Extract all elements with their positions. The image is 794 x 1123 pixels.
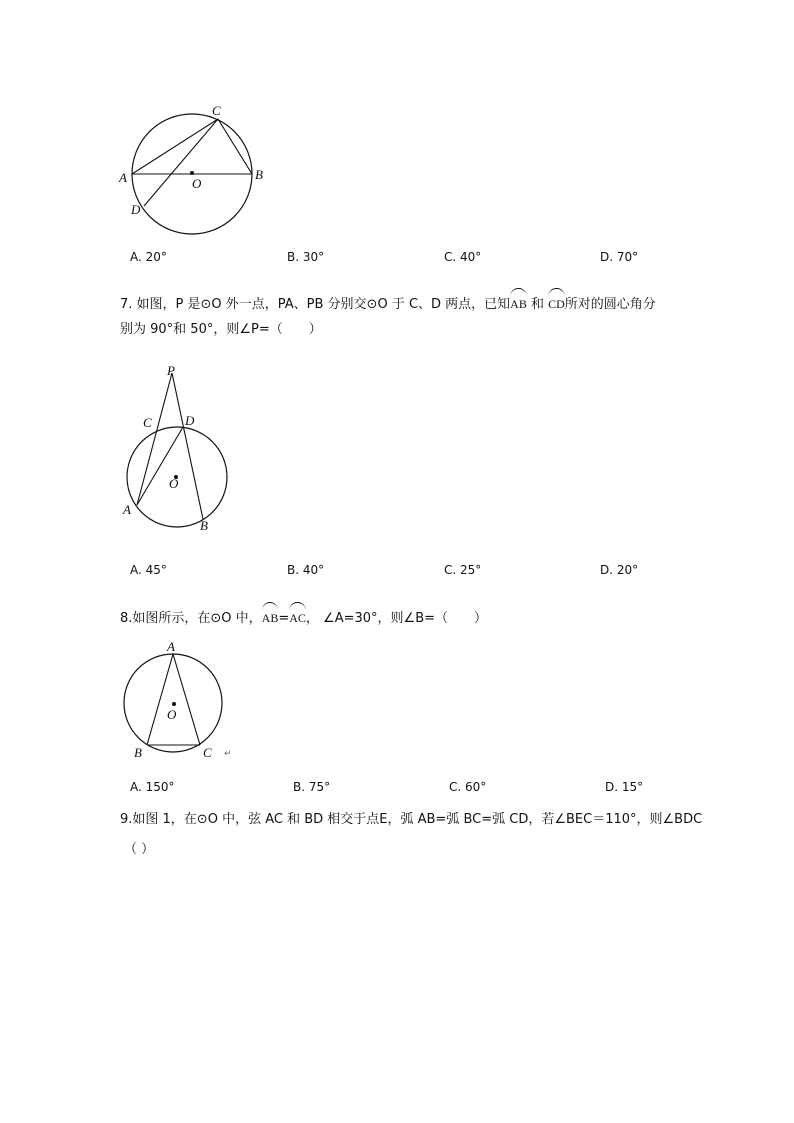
label-b: B	[255, 167, 263, 182]
segment-ac	[132, 119, 218, 174]
label-b: B	[134, 745, 142, 760]
label-b: B	[200, 518, 208, 533]
q7-text-line2: 别为 90°和 50°，则∠P=（ ）	[120, 322, 322, 337]
q8-text-eq: =	[278, 611, 290, 626]
q6-option-a: A. 20°	[130, 250, 167, 264]
label-p: P	[167, 363, 175, 378]
label-o: O	[167, 707, 177, 722]
q8-option-d: D. 15°	[605, 780, 644, 794]
segment-ad	[137, 427, 183, 505]
figure-q8-circle	[115, 635, 245, 765]
q6-option-b: B. 30°	[287, 250, 325, 264]
label-o: O	[169, 476, 179, 491]
q7-option-a: A. 45°	[130, 563, 167, 577]
q6-option-d: D. 70°	[600, 250, 639, 264]
label-c: C	[143, 415, 152, 430]
q9-text-line1: 9.如图 1，在⊙O 中，弦 AC 和 BD 相交于点E，弧 AB=弧 BC=弧 CD，若∠BEC＝110°，则∠BDC	[120, 812, 703, 827]
center-dot	[172, 702, 176, 706]
label-a: A	[123, 502, 131, 517]
segment-pa	[137, 373, 172, 505]
segment-ac	[173, 654, 200, 745]
q8-text	[120, 606, 487, 629]
label-a: A	[167, 639, 175, 654]
segment-cb	[218, 119, 252, 174]
q7-arc-ab: AB	[510, 292, 527, 314]
q8-option-c: C. 60°	[449, 780, 487, 794]
segment-dc	[144, 119, 218, 206]
label-d: D	[131, 202, 141, 217]
q7-arc-cd: CD	[548, 292, 565, 314]
center-dot	[190, 171, 194, 175]
figure-q6-circle	[110, 100, 280, 240]
q8-text-suffix: ， ∠A=30°，则∠B=（ ）	[305, 611, 488, 626]
q8-arc-ac: AC	[289, 606, 306, 628]
q8-text-prefix: 8.如图所示，在⊙O 中，	[120, 611, 262, 626]
label-d: D	[185, 413, 195, 428]
label-c: C	[212, 103, 221, 118]
q7-option-b: B. 40°	[287, 563, 325, 577]
segment-pb	[172, 373, 203, 519]
figure-q7-circle	[115, 360, 245, 540]
q7-text-mid: 和	[526, 297, 549, 312]
q7-text-b: 所对的圆心角分	[564, 297, 656, 312]
q9-text-line2: （ ）	[124, 842, 155, 857]
label-a: A	[119, 170, 127, 185]
label-c: C	[203, 745, 212, 760]
q8-option-a: A. 150°	[130, 780, 175, 794]
q7-option-d: D. 20°	[600, 563, 639, 577]
q8-arc-ab: AB	[262, 606, 279, 628]
q6-option-c: C. 40°	[444, 250, 482, 264]
segment-ab	[147, 654, 173, 745]
return-mark: ↵	[224, 749, 232, 759]
q7-option-c: C. 25°	[444, 563, 482, 577]
label-o: O	[192, 176, 202, 191]
q7-text-a: 7. 如图，P 是⊙O 外一点，PA、PB 分别交⊙O 于 C、D 两点，已知	[120, 297, 511, 312]
q8-option-b: B. 75°	[293, 780, 331, 794]
q7-text-line1	[120, 292, 656, 315]
